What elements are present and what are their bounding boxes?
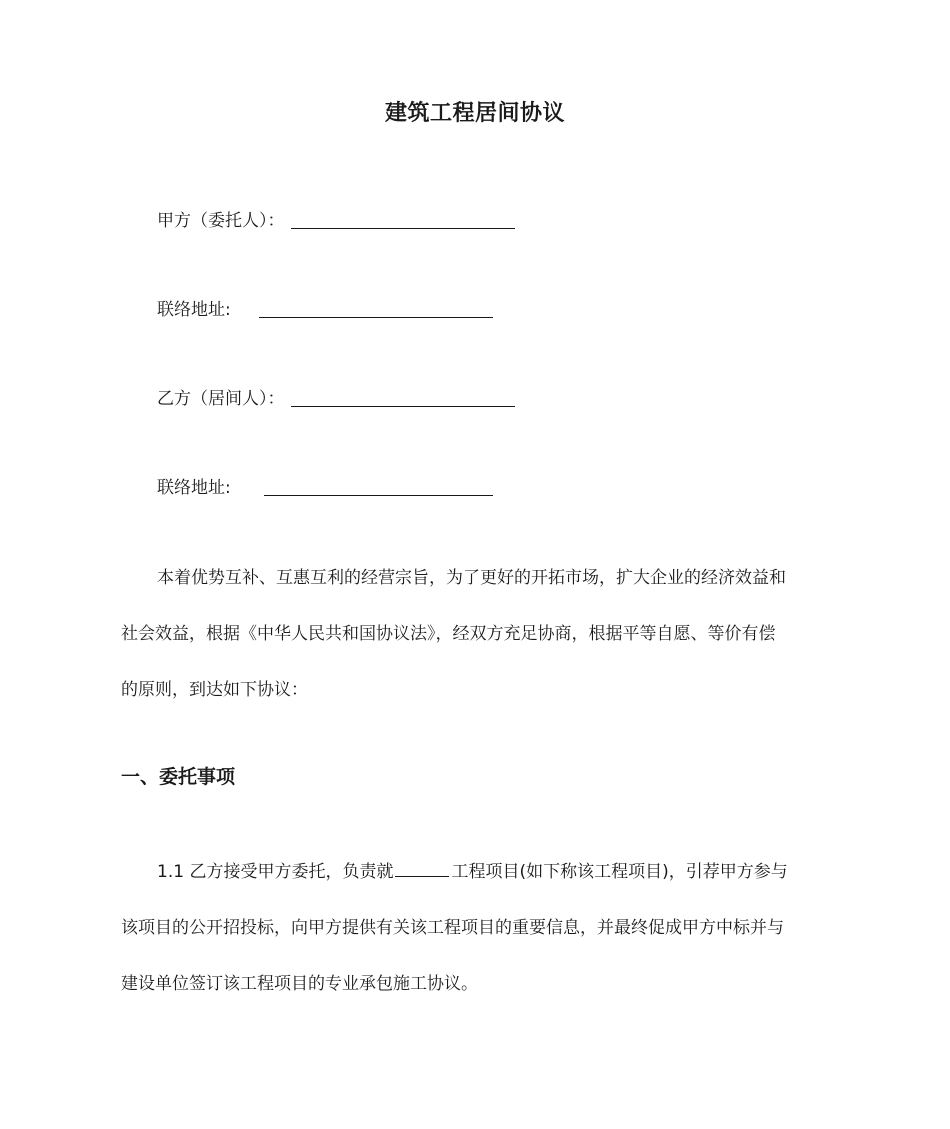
clause-1-1-text-before: 1.1 乙方接受甲方委托，负责就 [157, 862, 394, 882]
project-name-blank [395, 875, 449, 877]
party-a-field [157, 206, 515, 231]
clause-1-1-line-1 [157, 857, 788, 882]
intro-line-3: 的原则，到达如下协议： [121, 680, 308, 700]
section-1-heading: 一、委托事项 [121, 766, 236, 788]
clause-1-1-line-2: 该项目的公开招投标，向甲方提供有关该工程项目的重要信息，并最终促成甲方中标并与 [121, 918, 784, 938]
address-a-label: 联络地址: [157, 300, 231, 320]
intro-line-2: 社会效益，根据《中华人民共和国协议法》，经双方充足协商，根据平等自愿、等价有偿 [121, 624, 776, 644]
clause-1-1-text-after: 工程项目(如下称该工程项目)，引荐甲方参与 [451, 862, 788, 882]
intro-line-1: 本着优势互补、互惠互利的经营宗旨，为了更好的开拓市场，扩大企业的经济效益和 [157, 568, 786, 588]
party-b-blank-line [291, 405, 515, 407]
clause-1-1-line-3: 建设单位签订该工程项目的专业承包施工协议。 [121, 974, 478, 994]
party-a-blank-line [291, 227, 515, 229]
address-a-field [157, 295, 493, 320]
party-b-label: 乙方（居间人）： [157, 389, 285, 409]
address-b-field [157, 473, 493, 498]
document-title: 建筑工程居间协议 [384, 101, 565, 126]
party-a-label: 甲方（委托人）： [157, 211, 285, 231]
address-b-label: 联络地址: [157, 478, 231, 498]
party-b-field [157, 384, 515, 409]
address-b-blank-line [264, 494, 493, 496]
address-a-blank-line [259, 316, 493, 318]
